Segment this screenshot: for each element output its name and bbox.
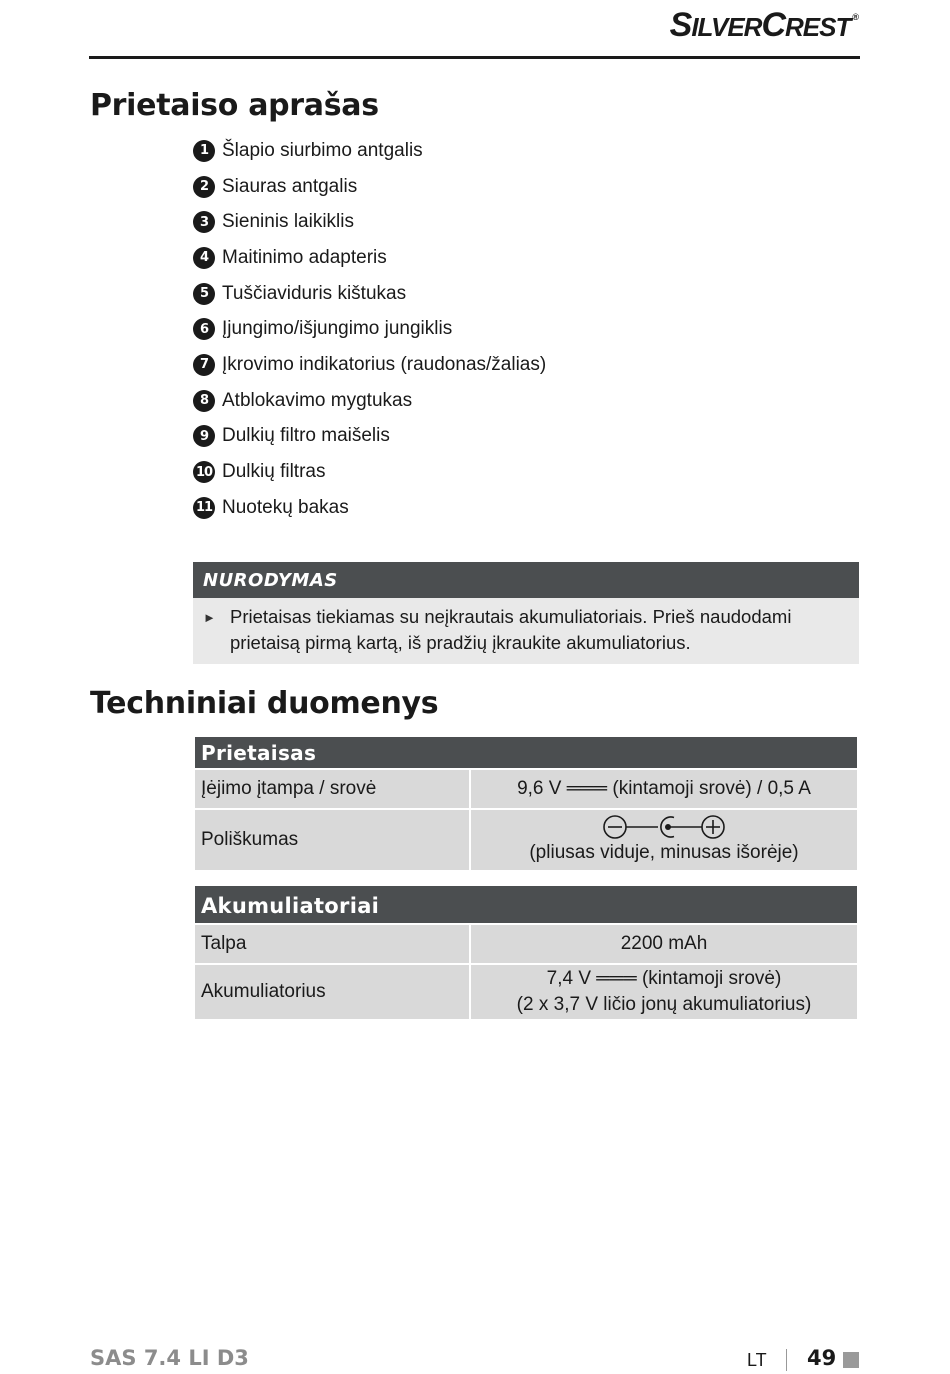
table-row — [195, 965, 857, 1019]
table-cell-value: 9,6 V ═══ (kintamoji srovė) / 0,5 A — [471, 770, 857, 808]
table-cell-value: 2200 mAh — [471, 925, 857, 963]
number-badge: 4 — [193, 247, 215, 269]
list-item — [193, 490, 546, 526]
polarity-caption: (pliusas viduje, minusas išorėje) — [529, 842, 799, 863]
table-heading: Prietaisas — [195, 737, 857, 768]
part-label: Siauras antgalis — [222, 175, 358, 197]
table-cell-label: Įėjimo įtampa / srovė — [195, 770, 469, 808]
list-item — [193, 276, 546, 312]
table-cell-label: Poliškumas — [195, 810, 469, 870]
note-box — [193, 562, 859, 664]
number-badge: 3 — [193, 211, 215, 233]
part-label: Dulkių filtro maišelis — [222, 425, 390, 447]
table-row — [195, 770, 857, 808]
part-label: Dulkių filtras — [222, 461, 326, 483]
table-cell-value — [471, 965, 857, 1019]
part-label: Maitinimo adapteris — [222, 246, 387, 268]
value-line: 7,4 V ═══ (kintamoji srovė) — [546, 968, 782, 989]
list-item — [193, 419, 546, 455]
battery-spec-table — [195, 886, 857, 1019]
value-line: (2 x 3,7 V ličio jonų akumuliatorius) — [516, 994, 812, 1015]
part-label: Šlapio siurbimo antgalis — [222, 139, 423, 161]
note-text: Prietaisas tiekiamas su neįkrautais akumuliatoriais. Prieš naudodami prietaisą pirmą kartą, iš pradžių įkraukite akumuliatorius. — [230, 606, 792, 653]
table-row — [195, 925, 857, 963]
list-item — [193, 383, 546, 419]
section-title-description: Prietaiso aprašas — [90, 88, 379, 123]
list-item — [193, 347, 546, 383]
arrow-bullet-icon: ► — [203, 610, 216, 625]
number-badge: 7 — [193, 354, 215, 376]
table-cell-label: Talpa — [195, 925, 469, 963]
footer-divider — [786, 1349, 787, 1371]
parts-list — [193, 133, 546, 526]
note-body — [193, 598, 859, 664]
list-item — [193, 204, 546, 240]
number-badge: 10 — [193, 461, 215, 483]
brand-logo: SILVERCREST ® — [669, 6, 858, 44]
table-cell-value — [471, 810, 857, 870]
note-heading: NURODYMAS — [193, 562, 859, 598]
table-row — [195, 810, 857, 870]
list-item — [193, 454, 546, 490]
list-item — [193, 240, 546, 276]
device-spec-table — [195, 737, 857, 870]
list-item — [193, 169, 546, 205]
number-badge: 6 — [193, 318, 215, 340]
number-badge: 2 — [193, 176, 215, 198]
part-label: Sieninis laikiklis — [222, 211, 354, 233]
number-badge: 5 — [193, 283, 215, 305]
number-badge: 11 — [193, 497, 215, 519]
table-cell-label: Akumuliatorius — [195, 965, 469, 1019]
part-label: Atblokavimo mygtukas — [222, 389, 413, 411]
page-number: 49 — [807, 1346, 837, 1370]
section-title-technical-data: Techniniai duomenys — [90, 686, 439, 721]
part-label: Nuotekų bakas — [222, 496, 349, 518]
part-label: Tuščiaviduris kištukas — [222, 282, 407, 304]
polarity-symbol-icon — [602, 814, 726, 840]
list-item — [193, 311, 546, 347]
number-badge: 8 — [193, 390, 215, 412]
number-badge: 1 — [193, 140, 215, 162]
number-badge: 9 — [193, 425, 215, 447]
table-heading: Akumuliatoriai — [195, 886, 857, 923]
footer-model-number: SAS 7.4 LI D3 — [90, 1346, 249, 1370]
part-label: Įkrovimo indikatorius (raudonas/žalias) — [222, 353, 547, 375]
footer-language: LT — [747, 1350, 767, 1370]
part-label: Įjungimo/išjungimo jungiklis — [222, 318, 453, 340]
list-item — [193, 133, 546, 169]
header-rule — [89, 56, 860, 59]
square-marker-icon — [843, 1352, 859, 1368]
